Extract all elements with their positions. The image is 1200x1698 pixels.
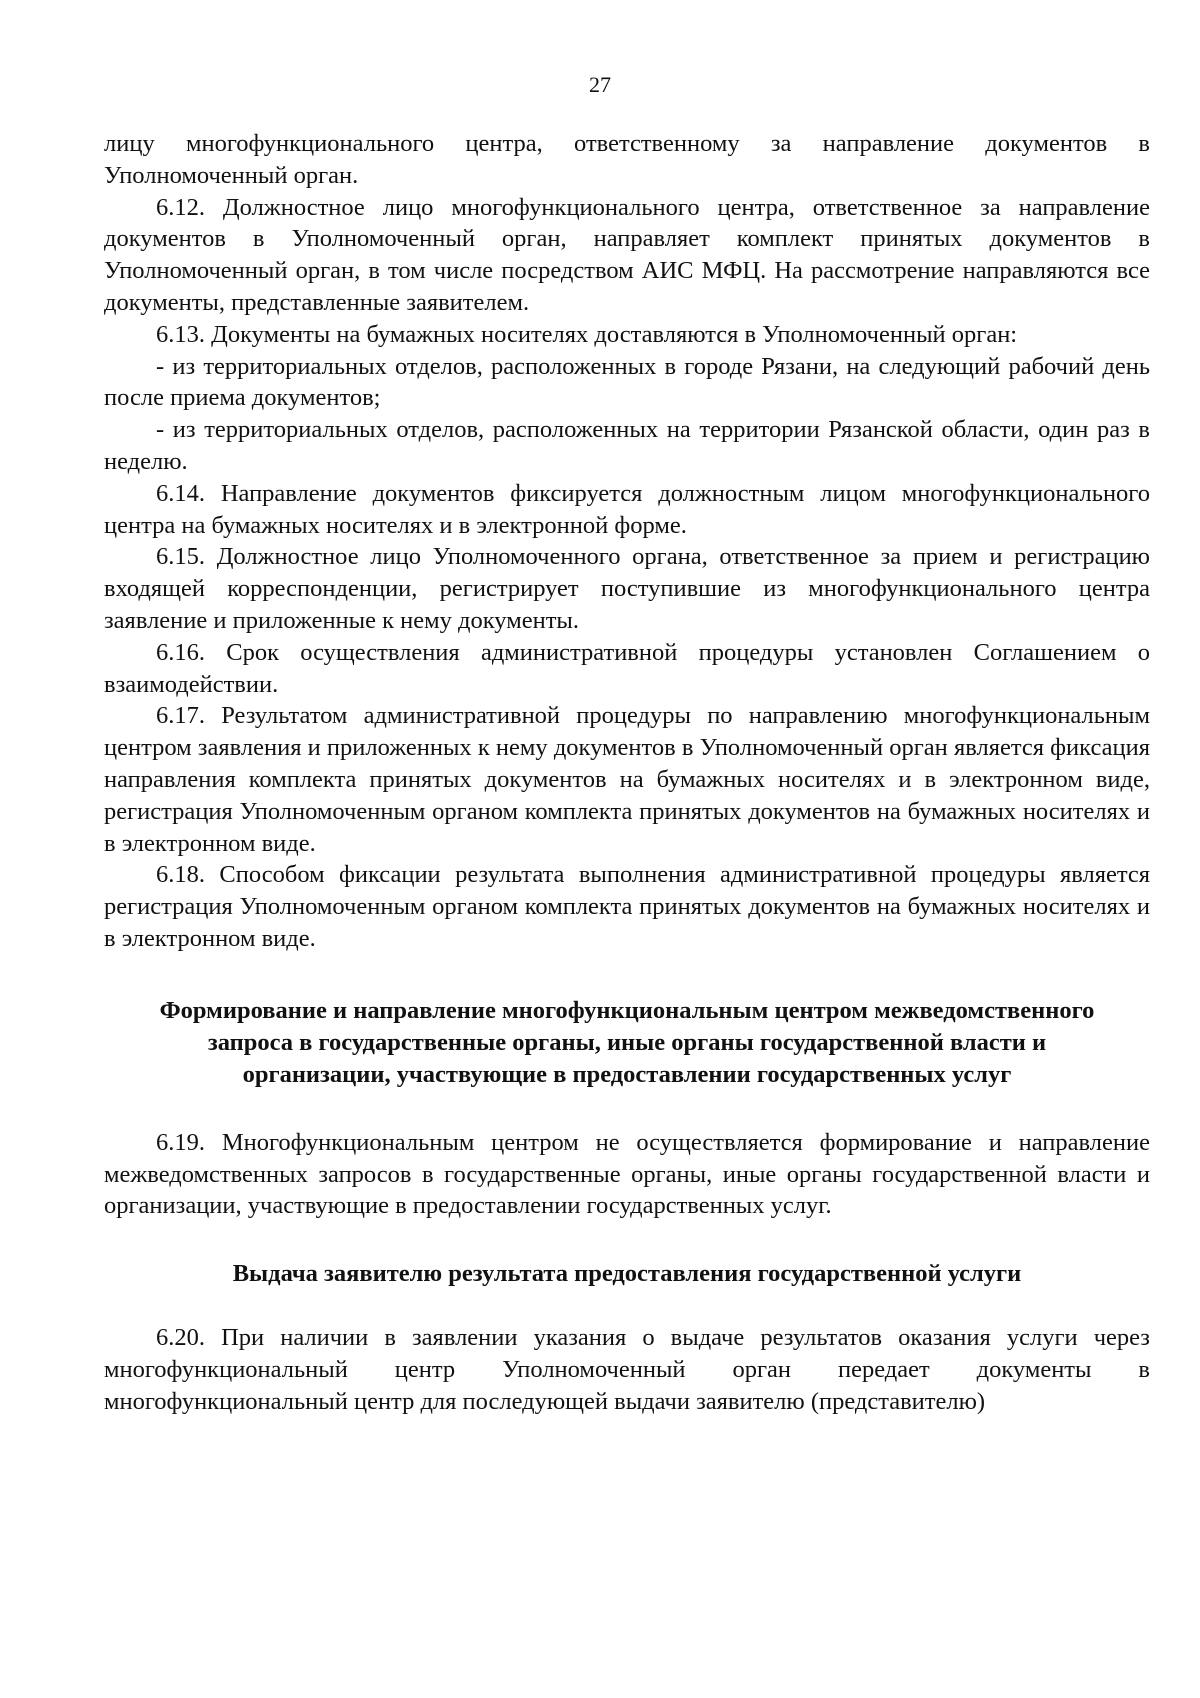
list-item-ryazan-city: - из территориальных отделов, расположенных в городе Рязани, на следующий рабочий день после приема документов; [104,352,1150,412]
paragraph-6-13: 6.13. Документы на бумажных носителях доставляются в Уполномоченный орган: [156,320,1018,348]
paragraph-6-18: 6.18. Способом фиксации результата выполнения административной процедуры является регистрация Уполномоченным органом комплекта принятых документов на бумажных носителях и в электронном виде. [104,861,1150,952]
list-item-ryazan-region: - из территориальных отделов, расположенных на территории Рязанской области, один раз в неделю. [104,416,1150,475]
section-heading-issuing-result: Выдача заявителю результата предоставления государственной услуги [232,1260,1022,1288]
paragraph-6-19: 6.19. Многофункциональным центром не осуществляется формирование и направление межведомственных запросов в государственные органы, иные органы государственной власти и организации, участвующие в предоставлении государственных услуг. [104,1128,1150,1220]
paragraph-6-20: 6.20. При наличии в заявлении указания о выдаче результатов оказания услуги через многофункциональный центр Уполномоченный орган передает документы в многофункциональный центр для последующей выдачи заявителю (представителю) [104,1324,1150,1415]
paragraph-6-16: 6.16. Срок осуществления административной процедуры установлен Соглашением о взаимодействии. [104,638,1150,698]
section-heading-interagency-request: Формирование и направление многофункциональным центром межведомственного запроса в государственные органы, иные органы государственной власти и организации, участвующие в предоставлении государственных услуг [159,996,1095,1088]
paragraph-6-12: 6.12. Должностное лицо многофункционального центра, ответственное за направление документов в Уполномоченный орган, направляет комплект принятых документов в Уполномоченный орган, в том числе посредством АИС МФЦ. На рассмотрение направляются все документы, представленные заявителем. [104,193,1150,316]
paragraph-continuation: лицу многофункционального центра, ответственному за направление документов в Уполномоченный орган. [104,130,1150,189]
page-number: 27 [589,72,611,97]
paragraph-6-17: 6.17. Результатом административной процедуры по направлению многофункциональным центром заявления и приложенных к нему документов в Уполномоченный орган является фиксация направления комплекта принятых документов на бумажных носителях и в электронном виде, регистрация Уполномоченным органом комплекта принятых документов на бумажных носителях и в электронном виде. [104,702,1150,857]
document-body [104,128,1150,1418]
paragraph-6-15: 6.15. Должностное лицо Уполномоченного органа, ответственное за прием и регистрацию входящей корреспонденции, регистрирует поступившие из многофункционального центра заявление и приложенные к нему документы. [104,543,1150,634]
paragraph-6-14: 6.14. Направление документов фиксируется должностным лицом многофункционального центра на бумажных носителях и в электронной форме. [104,479,1150,539]
